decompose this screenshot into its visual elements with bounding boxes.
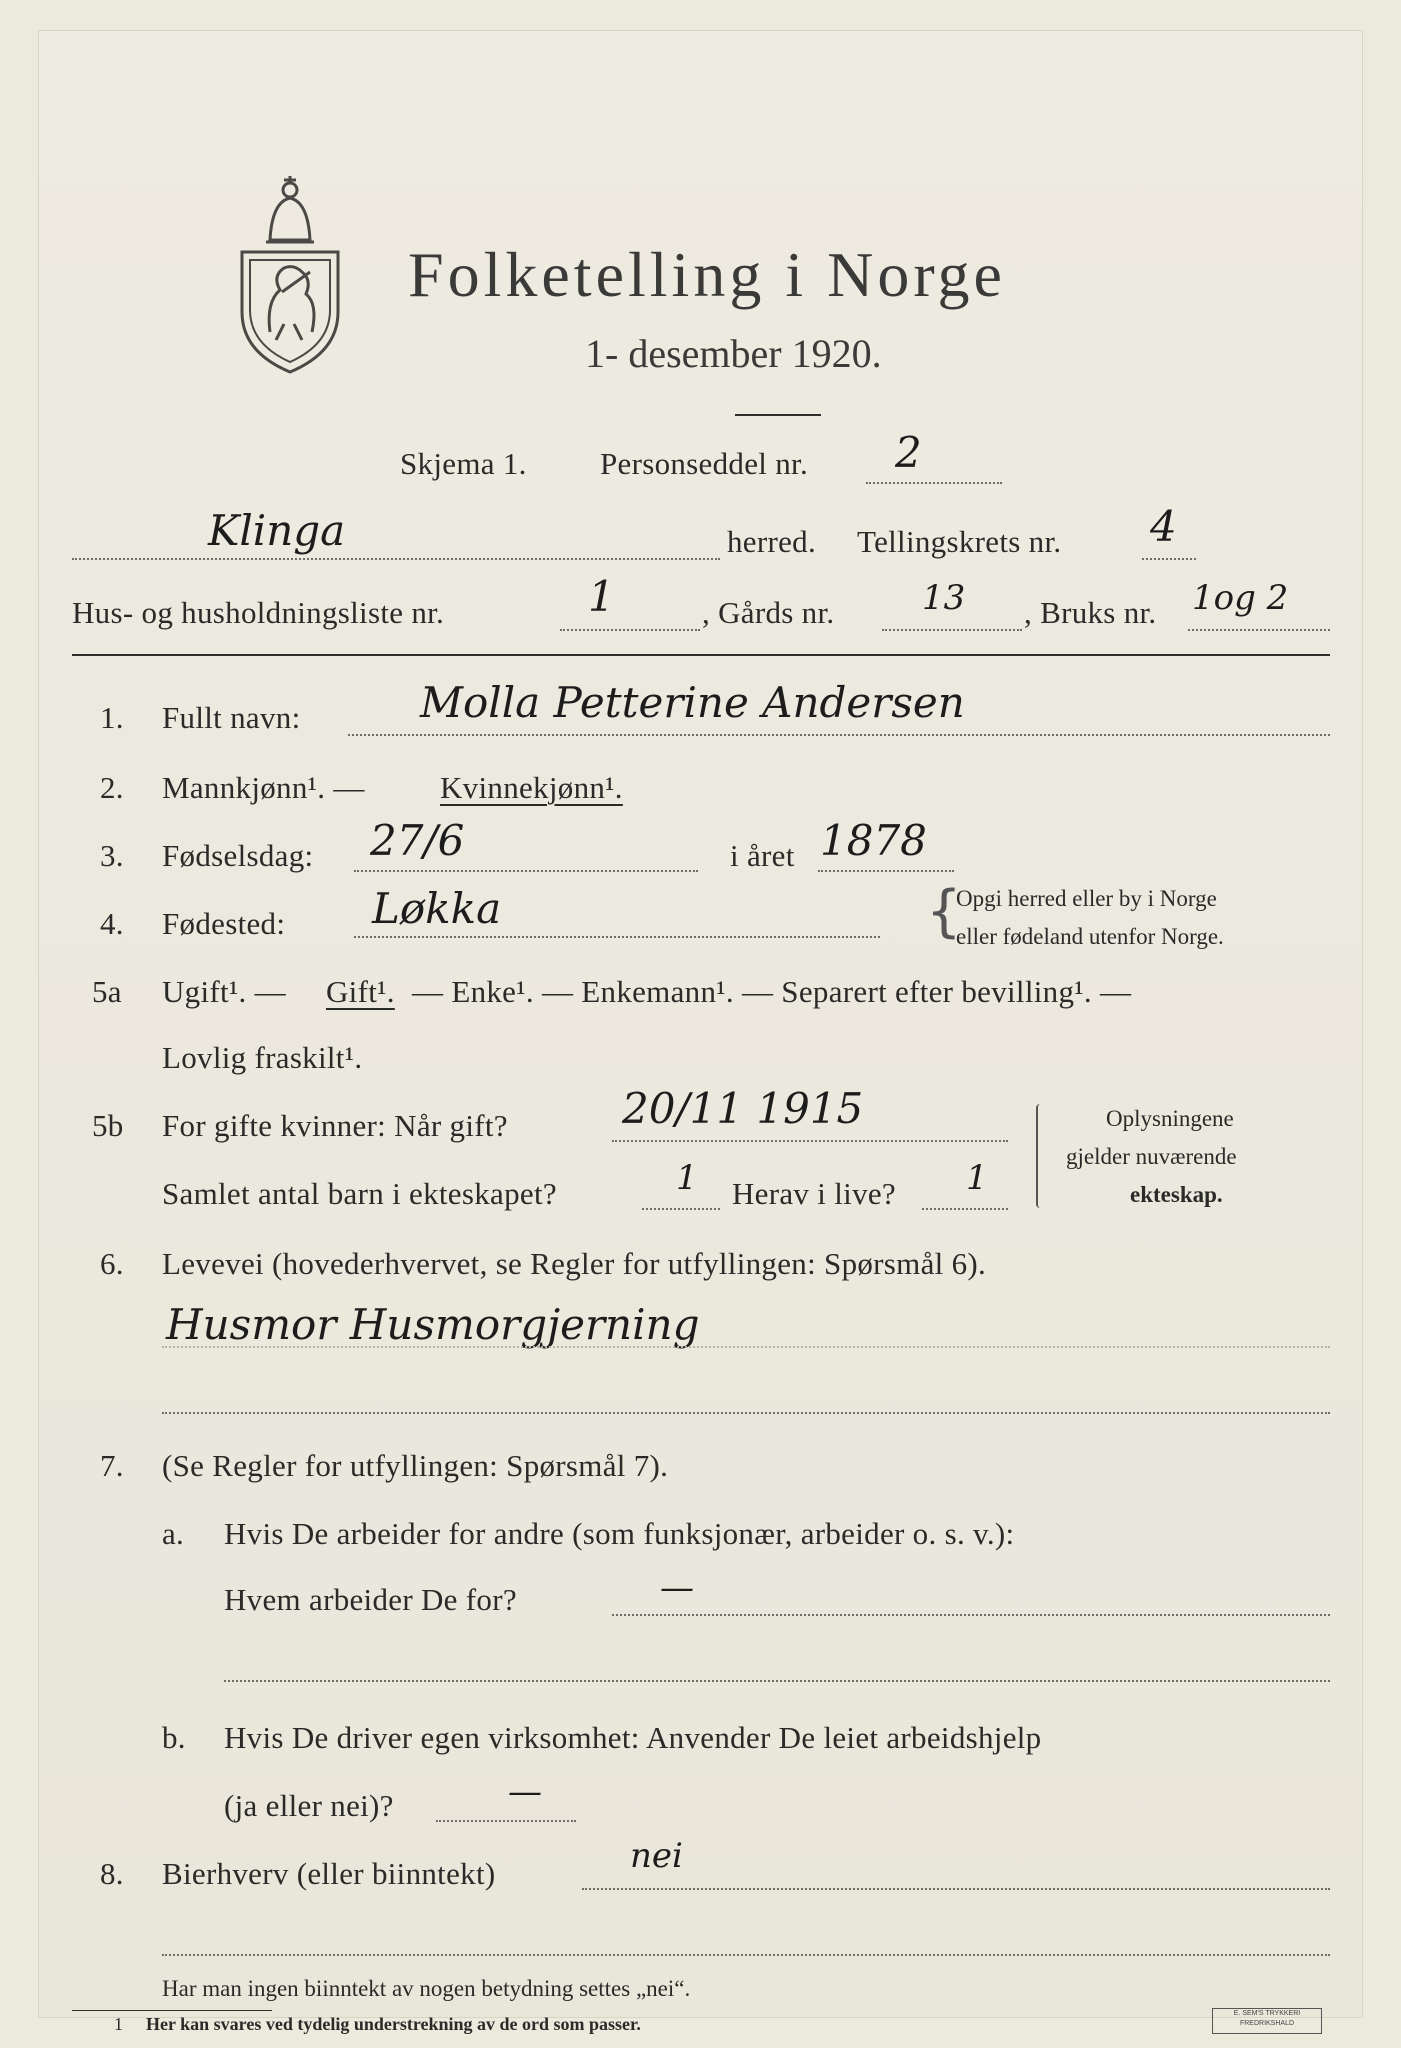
marital-status-other-options[interactable]: — Enke¹. — Enkemann¹. — Separert efter bevilling¹. —	[412, 974, 1132, 1009]
printer-name: E. SEM'S TRYKKERI	[1233, 2010, 1301, 2017]
marriage-note-line3: ekteskap.	[1130, 1182, 1223, 1207]
tellingskrets-field-line	[1142, 558, 1196, 560]
full-name-field-line	[348, 734, 1330, 736]
marriage-note-line2: gjelder nuværende	[1066, 1144, 1237, 1169]
q7a-text: Hvis De arbeider for andre (som funksjonær, arbeider o. s. v.):	[224, 1516, 1015, 1551]
full-name-value[interactable]: Molla Petterine Andersen	[420, 678, 965, 727]
footnote-text: Her kan svares ved tydelig understrekning av de ord som passer.	[146, 2014, 641, 2034]
title-divider	[735, 414, 821, 416]
q5a-number: 5a	[92, 974, 122, 1009]
q1-label: Fullt navn:	[162, 700, 301, 735]
header-divider	[72, 654, 1330, 656]
herred-field-line	[72, 558, 720, 560]
gards-value[interactable]: 13	[922, 578, 966, 618]
male-option[interactable]: Mannkjønn¹. —	[162, 770, 365, 805]
female-option-selected[interactable]: Kvinnekjønn¹.	[440, 770, 623, 805]
husliste-value[interactable]: 1	[588, 572, 615, 621]
birthday-value[interactable]: 27/6	[370, 816, 465, 865]
birthplace-value[interactable]: Løkka	[372, 884, 502, 933]
hired-help-label: (ja eller nei)?	[224, 1788, 394, 1823]
hired-help-value[interactable]: —	[508, 1772, 542, 1812]
birth-year-value[interactable]: 1878	[820, 816, 927, 865]
employer-extra-line	[224, 1680, 1330, 1682]
hired-help-field-line	[436, 1820, 576, 1822]
skjema-label: Skjema 1.	[400, 446, 527, 481]
q7a-number: a.	[162, 1516, 185, 1551]
personseddel-field-line	[866, 482, 1002, 484]
printer-city: FREDRIKSHALD	[1239, 2020, 1295, 2027]
herred-value[interactable]: Klinga	[208, 506, 346, 555]
marriage-note-line1: Oplysningene	[1106, 1106, 1234, 1131]
q1-number: 1.	[100, 700, 124, 735]
birthplace-note-line2: eller fødeland utenfor Norge.	[956, 924, 1224, 949]
footnote-number: 1	[114, 2014, 123, 2034]
personseddel-label: Personseddel nr.	[600, 446, 808, 481]
side-income-value[interactable]: nei	[630, 1836, 683, 1876]
married-option-selected[interactable]: Gift¹.	[326, 974, 395, 1009]
herred-label: herred.	[727, 524, 817, 559]
married-when-label: For gifte kvinner: Når gift?	[162, 1108, 508, 1143]
unmarried-option[interactable]: Ugift¹. —	[162, 974, 286, 1009]
marriage-note-bracket	[1036, 1104, 1044, 1208]
tellingskrets-label: Tellingskrets nr.	[857, 524, 1062, 559]
bruks-label: , Bruks nr.	[1024, 595, 1157, 630]
q4-number: 4.	[100, 906, 124, 941]
divorced-option[interactable]: Lovlig fraskilt¹.	[162, 1040, 363, 1075]
q3-number: 3.	[100, 838, 124, 873]
occupation-value[interactable]: Husmor Husmorgjerning	[166, 1300, 700, 1349]
employer-field-line	[612, 1614, 1330, 1616]
q7-label: (Se Regler for utfyllingen: Spørsmål 7).	[162, 1448, 669, 1483]
side-income-extra-line	[162, 1954, 1330, 1956]
q7-number: 7.	[100, 1448, 124, 1483]
q2-number: 2.	[100, 770, 124, 805]
side-income-label: Bierhverv (eller biinntekt)	[162, 1856, 496, 1891]
husliste-label: Hus- og husholdningsliste nr.	[72, 595, 445, 630]
birth-year-label: i året	[730, 838, 795, 873]
q7b-number: b.	[162, 1720, 186, 1755]
q8-number: 8.	[100, 1856, 124, 1891]
birthplace-field-line	[354, 936, 880, 938]
bruks-value[interactable]: 1og 2	[1192, 578, 1289, 618]
employer-label: Hvem arbeider De for?	[224, 1582, 517, 1617]
occupation-line-2	[162, 1412, 1330, 1414]
birthplace-label: Fødested:	[162, 906, 286, 941]
children-total-label: Samlet antal barn i ekteskapet?	[162, 1176, 557, 1211]
gards-label: , Gårds nr.	[702, 595, 835, 630]
children-total-field-line	[642, 1208, 720, 1210]
q7b-text: Hvis De driver egen virksomhet: Anvender De leiet arbeidshjelp	[224, 1720, 1042, 1755]
birthday-field-line	[354, 870, 698, 872]
occupation-line-1	[162, 1346, 1330, 1348]
employer-value[interactable]: —	[660, 1568, 694, 1608]
birthplace-note-line1: Opgi herred eller by i Norge	[956, 886, 1217, 911]
census-date: 1- desember 1920.	[585, 331, 882, 376]
occupation-label: Levevei (hovederhvervet, se Regler for utfyllingen: Spørsmål 6).	[162, 1246, 987, 1281]
personseddel-value[interactable]: 2	[895, 428, 922, 477]
children-alive-value[interactable]: 1	[966, 1158, 988, 1198]
birth-year-field-line	[818, 870, 954, 872]
bruks-field-line	[1188, 629, 1330, 631]
gards-field-line	[882, 629, 1022, 631]
birthday-label: Fødselsdag:	[162, 838, 314, 873]
footer-instruction: Har man ingen biinntekt av nogen betydning settes „nei“.	[162, 1976, 691, 2001]
tellingskrets-value[interactable]: 4	[1150, 502, 1177, 551]
husliste-field-line	[560, 629, 700, 631]
printer-stamp	[1212, 2008, 1322, 2034]
birthplace-note-brace: {	[926, 879, 962, 944]
children-total-value[interactable]: 1	[676, 1158, 698, 1198]
footnote-divider	[72, 2010, 272, 2011]
children-alive-label: Herav i live?	[732, 1176, 896, 1211]
q6-number: 6.	[100, 1246, 124, 1281]
side-income-field-line	[582, 1888, 1330, 1890]
married-when-field-line	[612, 1140, 1008, 1142]
q5b-number: 5b	[92, 1108, 124, 1143]
form-title: Folketelling i Norge	[408, 239, 1006, 310]
married-when-value[interactable]: 20/11 1915	[622, 1084, 864, 1133]
norwegian-coat-of-arms-icon	[232, 172, 348, 378]
children-alive-field-line	[922, 1208, 1008, 1210]
